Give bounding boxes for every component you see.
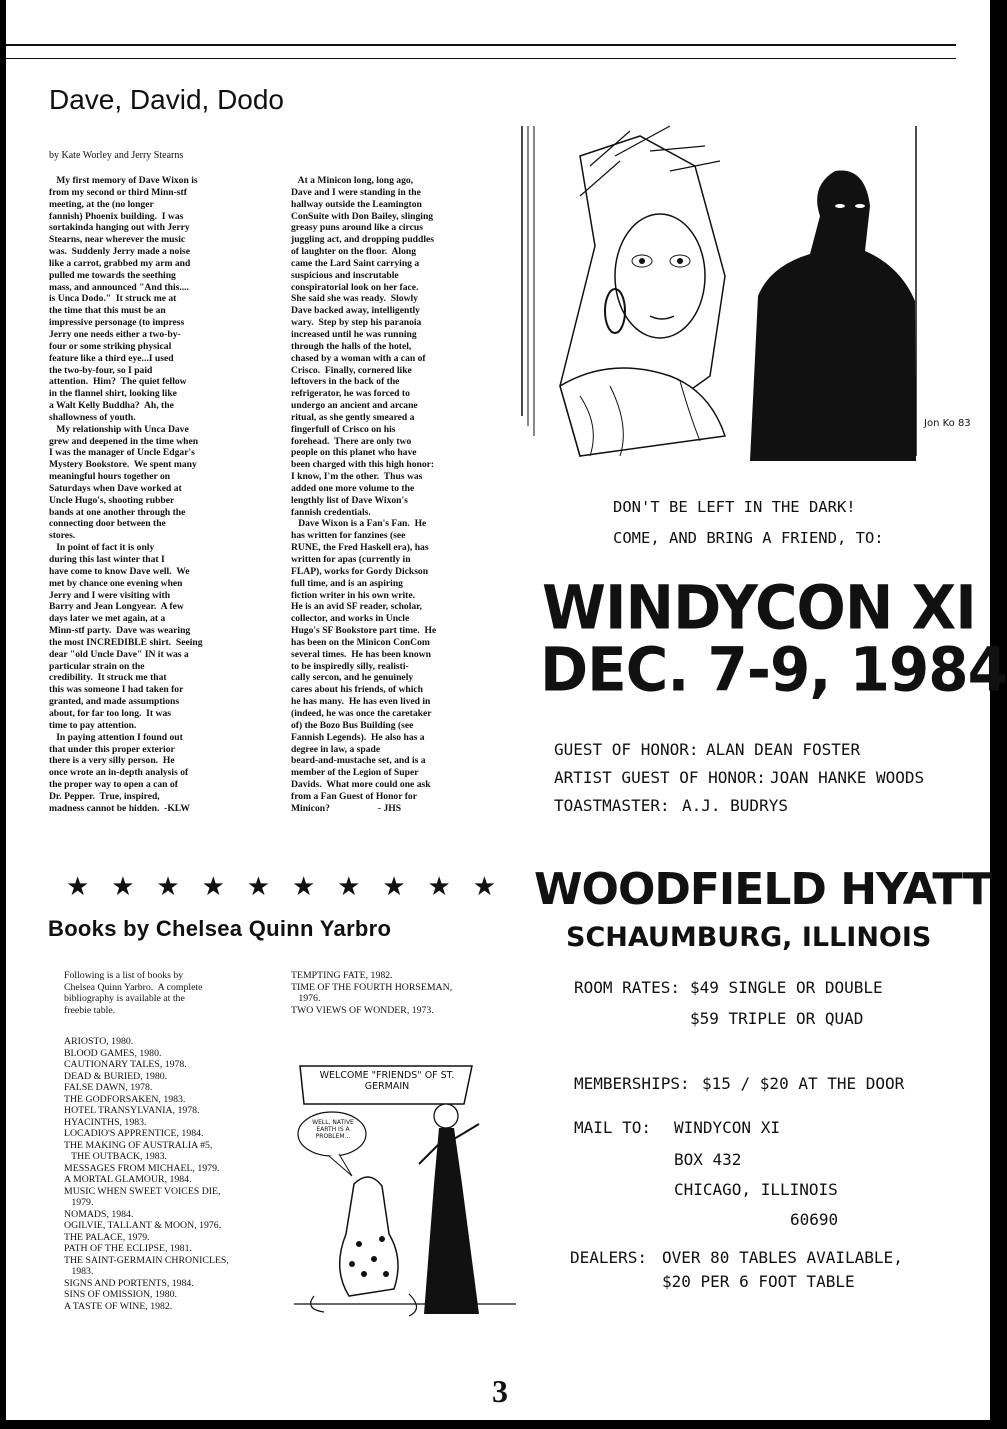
illustration-cartoon [294, 1064, 516, 1322]
ad-tagline-2: COME, AND BRING A FRIEND, TO: [613, 529, 884, 547]
star-divider [66, 872, 496, 902]
star-icon: ★ [382, 872, 406, 902]
con-name: WINDYCON XI [542, 572, 976, 644]
mail-zip: 60690 [790, 1210, 839, 1229]
room-rates-label: ROOM RATES: [574, 978, 680, 997]
article-title: Dave, David, Dodo [49, 84, 285, 115]
page-number: 3 [492, 1373, 508, 1409]
room-rate-1: $49 SINGLE OR DOUBLE [690, 978, 883, 997]
ad-tagline-1: DON'T BE LEFT IN THE DARK! [613, 498, 856, 516]
article-byline: by Kate Worley and Jerry Stearns [49, 150, 184, 161]
article-column-2: At a Minicon long, long ago, Dave and I were standing in the hallway outside the Leamington ConSuite with Don Bailey, slinging greasy puns around like a circus juggling act, and dropping puddles of laughter on the floor. Along came the Lard Saint carrying a suspicious and inscrutable conspiratorial look on her face. She said she was ready. Slowly Dave backed away, intelligently wary. Step by step his paranoia increased until he was running through the halls of the hotel, chased by a woman with a can of Crisco. Finally, cornered like leftovers in the back of the refrigerator, he was forced to undergo an ancient and arcane ritual, as she gently smeared a fingerfull of Crisco on his forehead. There are only two people on this planet who have been charged with this high honor: I know, I'm the other. Thus was added one more volume to the lengthly list of Dave Wixon's fannish credentials. Dave Wixon is a Fan's Fan. He has written for fanzines (see RUNE, the Fred Haskell era), has written for apas (currently in FLAP), works for Gordy Dickson full time, and is an aspiring fiction writer in his own write. He is an avid SF reader, scholar, collector, and works in Uncle Hugo's SF Bookstore part time. He has been on the Minicon ConCom several times. He has been known to be inspiredly silly, realisti- cally sercon, and he genuinely cares about his friends, of which he has many. He has even lived in (indeed, he was once the caretaker of) the Bozo Bus Building (see Fannish Legends). He also has a degree in law, a spade beard-and-mustache set, and is a member of the Legion of Super Davids. What more could one ask from a Fan Guest of Honor for Minicon? - JHS [291, 175, 437, 814]
con-dates: DEC. 7-9, 1984 [540, 634, 1007, 706]
mail-address-1: WINDYCON XI [674, 1118, 780, 1137]
guest-of-honor-label: GUEST OF HONOR: [554, 740, 699, 759]
illustration-girl-shadow [520, 126, 971, 466]
star-icon: ★ [201, 872, 225, 902]
mail-address-3: CHICAGO, ILLINOIS [674, 1180, 838, 1199]
artist-guest: JOAN HANKE WOODS [770, 768, 925, 787]
star-icon: ★ [472, 872, 496, 902]
dealers-label: DEALERS: [570, 1248, 648, 1267]
mail-to-label: MAIL TO: [574, 1118, 652, 1137]
toastmaster-label: TOASTMASTER: [554, 796, 670, 815]
star-icon: ★ [246, 872, 271, 902]
art-signature: Jon Ko 83 [924, 418, 971, 429]
top-rule [6, 44, 956, 46]
page [6, 0, 1007, 1420]
books-title: Books by Chelsea Quinn Yarbro [48, 916, 392, 941]
room-rate-2: $59 TRIPLE OR QUAD [690, 1009, 864, 1028]
memberships-label: MEMBERSHIPS: [574, 1074, 690, 1093]
star-icon: ★ [291, 872, 316, 902]
top-rule-thin [6, 58, 956, 59]
star-icon: ★ [337, 872, 361, 902]
hotel-name: WOODFIELD HYATT [534, 864, 992, 915]
memberships: $15 / $20 AT THE DOOR [702, 1074, 905, 1093]
cartoon-banner: WELCOME "FRIENDS" OF ST. GERMAIN [319, 1070, 455, 1092]
dealers-line-2: $20 PER 6 FOOT TABLE [662, 1272, 855, 1291]
books-intro: Following is a list of books by Chelsea Quinn Yarbro. A complete bibliography is available at the freebie table. [64, 970, 203, 1016]
toastmaster: A.J. BUDRYS [682, 796, 788, 815]
dealers-line-1: OVER 80 TABLES AVAILABLE, [662, 1248, 903, 1267]
star-icon: ★ [427, 872, 451, 902]
books-list: ARIOSTO, 1980. BLOOD GAMES, 1980. CAUTIONARY TALES, 1978. DEAD & BURIED, 1980. FALSE DAWN, 1978. THE GODFORSAKEN, 1983. HOTEL TRANSYLVANIA, 1978. HYACINTHS, 1983. LOCADIO'S APPRENTICE, 1984. THE MAKING OF AUSTRALIA #5, THE OUTBACK, 1983. MESSAGES FROM MICHAEL, 1979. A MORTAL GLAMOUR, 1984. MUSIC WHEN SWEET VOICES DIE, 1979. NOMADS, 1984. OGILVIE, TALLANT & MOON, 1976. THE PALACE, 1979. PATH OF THE ECLIPSE, 1981. THE SAINT-GERMAIN CHRONICLES, 1983. SIGNS AND PORTENTS, 1984. SINS OF OMISSION, 1980. A TASTE OF WINE, 1982. [64, 1036, 229, 1312]
mail-address-2: BOX 432 [674, 1150, 742, 1169]
books-list-col2: TEMPTING FATE, 1982. TIME OF THE FOURTH HORSEMAN, 1976. TWO VIEWS OF WONDER, 1973. [291, 970, 453, 1016]
star-icon: ★ [66, 872, 90, 902]
hotel-city: SCHAUMBURG, ILLINOIS [566, 922, 932, 953]
artist-guest-label: ARTIST GUEST OF HONOR: [554, 768, 766, 787]
cartoon-speech-bubble: WELL, NATIVE EARTH IS A PROBLEM... [312, 1119, 354, 1140]
article-column-1: My first memory of Dave Wixon is from my second or third Minn-stf meeting, at the (no longer fannish) Phoenix building. I was sortakinda hanging out with Jerry Stearns, near wherever the music was. Suddenly Jerry made a noise like a carrot, grabbed my arm and pulled me towards the seething mass, and announced "And this.... is Unca Dodo." It struck me at the time that this must be an impressive personage (to impress Jerry one needs either a two-by- four or some striking physical feature like a third eye...I used the two-by-four, so I paid attention. Him? The quiet fellow in the flannel shirt, looking like a Walt Kelly Buddha? Ah, the shallowness of youth. My relationship with Unca Dave grew and deepened in the time when I was the manager of Uncle Edgar's Mystery Bookstore. We spent many meaningful hours together on Saturdays when Dave worked at Uncle Hugo's, shooting rubber bands at one another through the connecting door between the stores. In point of fact it is only during this last winter that I have come to know Dave well. We met by chance one evening when Jerry and I were visiting with Barry and Jean Longyear. A few days later we met again, at a Minn-stf party. Dave was wearing the most INCREDIBLE shirt. Seeing dear "old Uncle Dave" IN it was a particular strain on the credibility. It struck me that this was someone I had taken for granted, and made assumptions about, for far too long. It was time to pay attention. In paying attention I found out that under this proper exterior there is a very silly person. He once wrote an in-depth analysis of the proper way to open a can of Dr. Pepper. True, inspired, madness cannot be hidden. -KLW [49, 175, 203, 814]
guest-of-honor: ALAN DEAN FOSTER [706, 740, 861, 759]
star-icon: ★ [156, 872, 180, 902]
star-icon: ★ [111, 872, 135, 902]
